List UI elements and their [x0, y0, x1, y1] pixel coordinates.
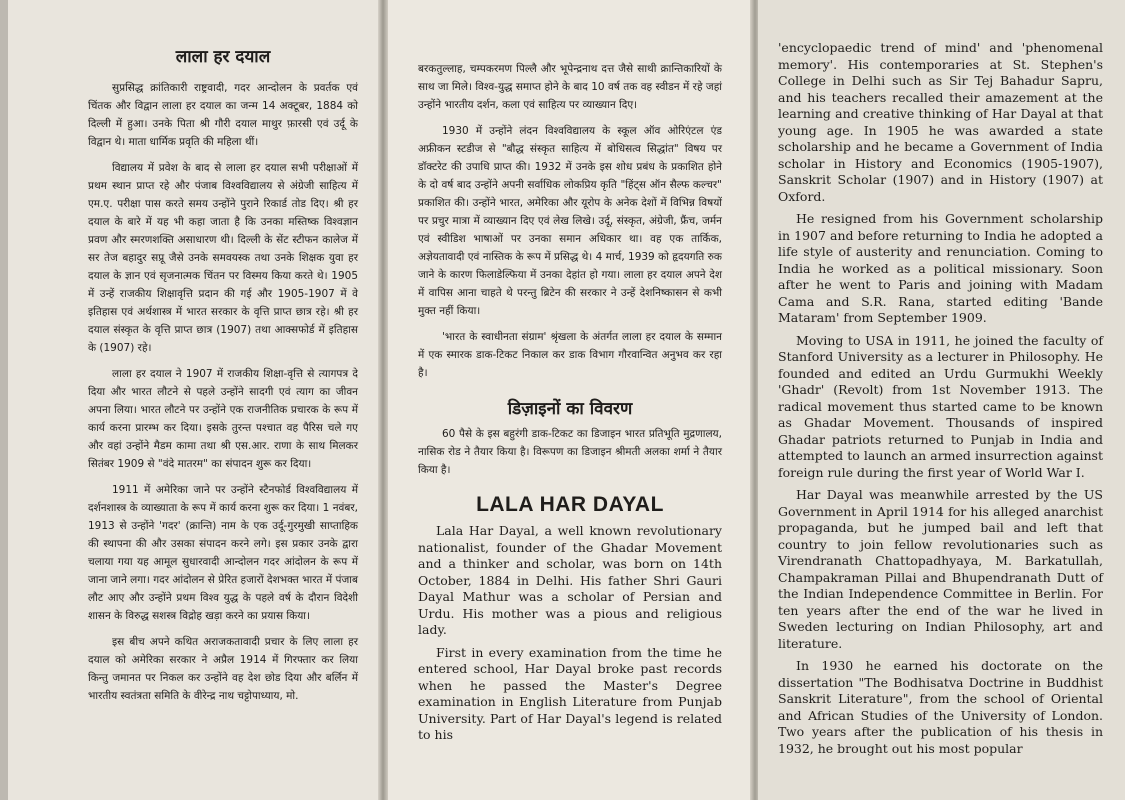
hindi-paragraph: लाला हर दयाल ने 1907 में राजकीय शिक्षा-वृत्ति से त्यागपत्र दे दिया और भारत लौटने से पहले उन्होंने सादगी एवं त्याग का जीवन अपना लिया। भारत लौटने पर उन्होंने एक राजनीतिक प्रचारक के रूप में कार्य करना प्रारम्भ कर दिया। इसके तुरन्त पश्चात वह पैरिस चले गए और वहां उन्होंने मैडम कामा तथा श्री एस.आर. राणा के साथ मिलकर सितंबर 1909 से "वंदे मातरम" का संपादन शुरू कर दिया। [88, 368, 358, 470]
design-details-heading: डिज़ाइनों का विवरण [507, 399, 633, 419]
page-fold [378, 0, 388, 800]
hindi-paragraph: बरकतुल्लाह, चम्पकरमण पिल्लै और भूपेन्द्रनाथ दत्त जैसे साथी क्रान्तिकारियों के साथ जा मिले। विश्व-युद्ध समाप्त होने के बाद 10 वर्ष तक वह स्वीडन में रहे जहां उन्होंने भारतीय दर्शन, कला एवं साहित्य पर व्याख्यान दिए। [418, 63, 722, 111]
english-title: LALA HAR DAYAL [476, 493, 664, 516]
english-paragraph: In 1930 he earned his doctorate on the dissertation "The Bodhisatva Doctrine in Buddhist Sanskrit Literature", from the school of Oriental and African Studies of the University of London. Two years after the publication of his thesis in 1932, he brought out his most popular [778, 658, 1103, 756]
english-paragraph: Har Dayal was meanwhile arrested by the US Government in April 1914 for his alleged anarchist propaganda, but he jumped bail and left that country to join fellow revolutionaries such as Virendranath Chattopadhyaya, M. Barkatullah, Champakraman Pillai and Bhupendranath Dutt of the Indian Independence Committee in Berlin. For ten years after the end of the war he lived in Sweden lecturing on Indian Philosophy, art and literature. [778, 487, 1103, 651]
hindi-paragraph: 'भारत के स्वाधीनता संग्राम' श्रृंखला के अंतर्गत लाला हर दयाल के सम्मान में एक स्मारक डाक-टिकट निकाल कर डाक विभाग गौरवान्वित अनुभव कर रहा है। [418, 331, 722, 379]
hindi-paragraph: इस बीच अपने कथित अराजकतावादी प्रचार के लिए लाला हर दयाल को अमेरिका सरकार ने अप्रैल 1914 में गिरफ्तार कर लिया किन्तु जमानत पर निकल कर उन्होंने वह देश छोड दिया और बर्लिन में भारतीय स्वतंत्रता समिति के वीरेन्द्र नाथ चट्टोपाध्याय, मो. [88, 636, 358, 702]
english-paragraph: Moving to USA in 1911, he joined the faculty of Stanford University as a lecturer in Philosophy. He founded and edited an Urdu Gurmukhi Weekly 'Ghadr' (Revolt) from 1st November 1913. The radical movement thus started came to be known as Ghadar Movement. Thousands of inspired Ghadar patriots returned to Punjab in India and attempted to launch an armed insurrection against foreign rule during the first year of World War I. [778, 332, 1103, 480]
hindi-paragraph: सुप्रसिद्ध क्रांतिकारी राष्ट्रवादी, गदर आन्दोलन के प्रवर्तक एवं चिंतक और विद्वान लाला हर दयाल का जन्म 14 अक्टूबर, 1884 को दिल्ली में हुआ। उनके पिता श्री गौरी दयाल माथुर फ़ारसी एवं उर्दू के विद्वान थे। माता धार्मिक प्रवृति की महिला थीं। [88, 82, 358, 148]
hindi-paragraph: 1930 में उन्होंने लंदन विश्वविद्यालय के स्कूल ऑव ओरिएंटल एंड अफ्रीकन स्टडीज से "बौद्ध संस्कृत साहित्य में बोधिसत्व सिद्धांत" विषय पर डॉक्टरेट की उपाधि प्राप्त की। 1932 में उनके इस शोध प्रबंध के प्रकाशित होने के दो वर्ष बाद उन्होंने अपनी सर्वाधिक लोकप्रिय कृति "हिंट्स ऑन सैल्फ कल्चर" प्रकाशित की। उन्होंने भारत, अमेरिका और यूरोप के अनेक देशों में विभिन्न विषयों पर प्रचुर मात्रा में व्याख्यान दिए एवं लेख लिखे। उर्दू, संस्कृत, अंग्रेजी, फ्रैंच, जर्मन एवं स्वीडिश भाषाओं पर उनका समान अधिकार था। वह एक तार्किक, अज्ञेयतावादी एवं नास्तिक के रूप में प्रसिद्ध थे। 4 मार्च, 1939 को हृदयगति रुक जाने के कारण फिलाडेल्फिया में उनका देहांत हो गया। लाला हर दयाल अपने देश में वापिस आना चाहते थे परन्तु ब्रिटेन की सरकार ने उन्हें देशनिष्कासन से कभी मुक्त नहीं किया। [418, 125, 722, 317]
hindi-title: लाला हर दयाल [175, 47, 271, 67]
hindi-paragraph: विद्यालय में प्रवेश के बाद से लाला हर दयाल सभी परीक्षाओं में प्रथम स्थान प्राप्त रहे और पंजाब विश्वविद्यालय से अंग्रेजी साहित्य में एम.ए. परीक्षा पास करते समय उन्होंने पुराने रिकार्ड तोड दिए। श्री हर दयाल के बारे में यह भी कहा जाता है कि उनका मस्तिष्क विश्वज्ञान प्रवण और स्मरणशक्ति असाधारण थी। दिल्ली के सेंट स्टीफन कालेज में सर तेज बहादुर सप्रू जैसे उनके समवयस्क तथा उनके शिक्षक युवा हर दयाल के ज्ञान एवं सृजनात्मक चिंतन पर विस्मय किया करते थे। 1905 में उन्हें राजकीय शिक्षावृत्ति प्रदान की गई और 1905-1907 में वे इतिहास एवं अर्थशास्त्र में भारत सरकार के वृत्ति प्राप्त छात्र रहे। श्री हर दयाल संस्कृत के वृत्ति प्राप्त छात्र (1907) तथा आक्सफोर्ड में इतिहास के (1907) रहे। [88, 162, 358, 354]
design-details-text: 60 पैसे के इस बहुरंगी डाक-टिकट का डिजाइन भारत प्रतिभूति मुद्रणालय, नासिक रोड ने तैयार किया है। विरूपण का डिजाइन श्रीमती अलका शर्मा ने तैयार किया है। [418, 428, 722, 476]
english-paragraph: He resigned from his Government scholarship in 1907 and before returning to India he adopted a life style of austerity and renunciation. Coming to India he worked as a political missionary. Soon after he went to Paris and joining with Madam Cama and S.R. Rana, started editing 'Bande Mataram' from September 1909. [778, 211, 1103, 325]
hindi-paragraph: 1911 में अमेरिका जाने पर उन्होंने स्टैनफोर्ड विश्वविद्यालय में दर्शनशास्त्र के व्याख्याता के रूप में कार्य करना शुरू कर दिया। 1 नवंबर, 1913 से उन्होंने 'गदर' (क्रान्ति) नाम के एक उर्दू-गुरमुखी साप्ताहिक की स्थापना की और उसका संपादन करने लगे। इस प्रकार उनके द्वारा चलाया गया यह आमूल सुधारवादी आन्दोलन गदर आंदोलन के रूप में जाना जाने लगा। गदर आंदोलन से प्रेरित हजारों देशभक्त भारत में पंजाब लौट आए और उन्होंने प्रथम विश्व युद्ध के पहले वर्ष के दौरान विदेशी शासन के विरुद्ध सशस्त्र विद्रोह खड़ा करने का प्रयास किया। [88, 484, 358, 622]
english-paragraph: Lala Har Dayal, a well known revolutionary nationalist, founder of the Ghadar Movement and a thinker and scholar, was born on 14th October, 1884 in Delhi. His father Shri Gauri Dayal Mathur was a scholar of Persian and Urdu. His mother was a pious and religious lady. [418, 523, 722, 637]
english-paragraph: 'encyclopaedic trend of mind' and 'phenomenal memory'. His contemporaries at St. Stephen's College in Delhi such as Sir Tej Bahadur Sapru, and his teachers recalled their amazement at the learning and creative thinking of Har Dayal at that young age. In 1905 he was awarded a state scholarship and he became a Government of India scholar in History and Economics (1905-1907), Sanskrit Scholar (1907) and in History (1907) at Oxford. [778, 40, 1103, 204]
english-paragraph: First in every examination from the time he entered school, Har Dayal broke past records when he passed the Master's Degree examination in English Literature from Punjab University. Part of Har Dayal's legend is related to his [418, 644, 722, 742]
middle-panel [388, 0, 750, 800]
right-panel-english [758, 0, 1125, 800]
left-panel-hindi [8, 0, 378, 800]
